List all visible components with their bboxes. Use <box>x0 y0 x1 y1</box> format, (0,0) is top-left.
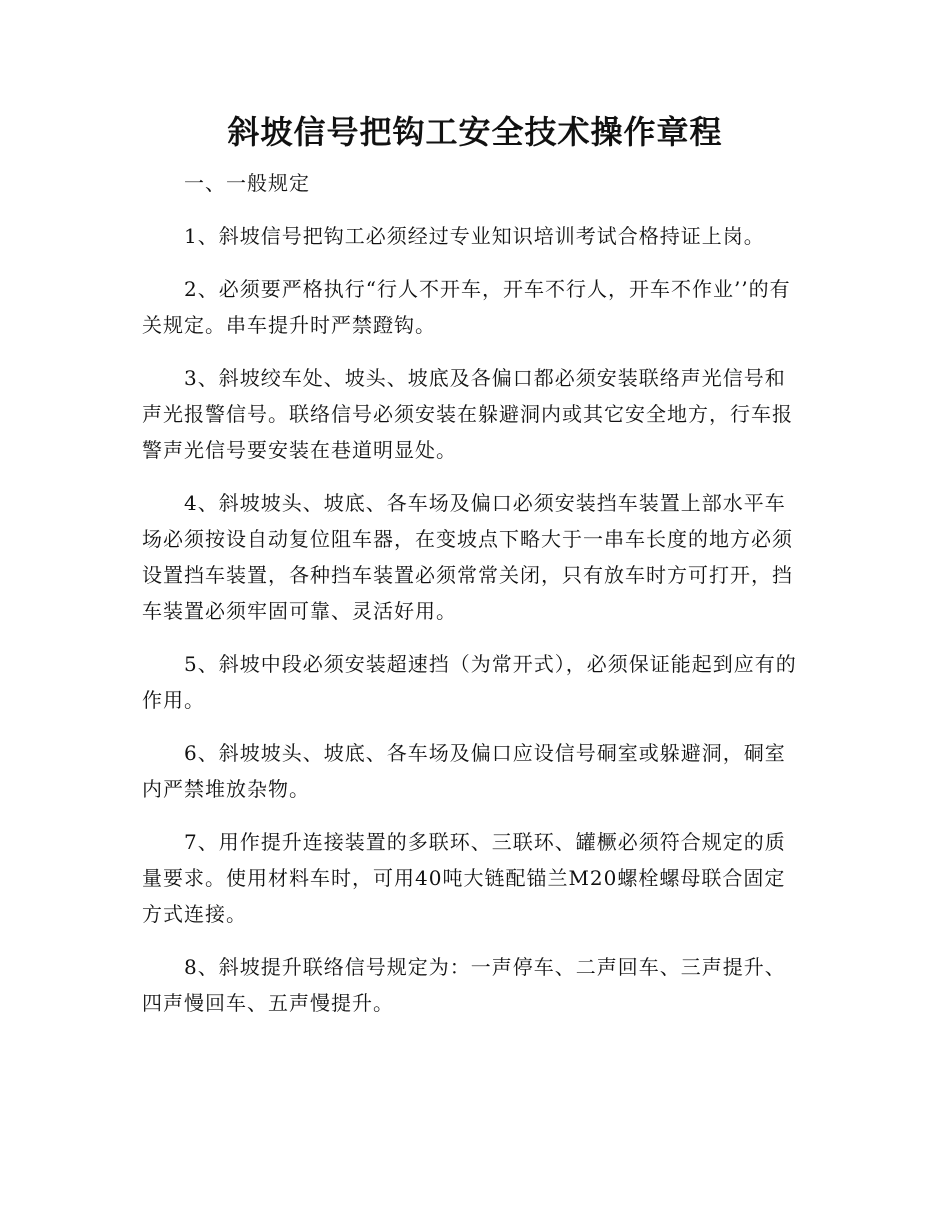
clause-1: 1、斜坡信号把钩工必须经过专业知识培训考试合格持证上岗。 <box>184 224 765 248</box>
clause-8: 8、斜坡提升联络信号规定为：一声停车、二声回车、三声提升、四声慢回车、五声慢提升。 <box>142 955 786 1015</box>
clause-3: 3、斜坡绞车处、坡头、坡底及各偏口都必须安装联络声光信号和声光报警信号。联络信号必须安装在躲避洞内或其它安全地方，行车报警声光信号要安装在巷道明显处。 <box>142 366 793 462</box>
clause-2: 2、必须要严格执行“行人不开车，开车不行人，开车不作业’’的有关规定。串车提升时严禁蹬钩。 <box>142 277 791 337</box>
clause-4: 4、斜坡坡头、坡底、各车场及偏口必须安装挡车装置上部水平车场必须按设自动复位阻车器，在变坡点下略大于一串车长度的地方必须设置挡车装置，各种挡车装置必须常常关闭，只有放车时方可打开，挡车装置必须牢固可靠、灵活好用。 <box>142 491 793 623</box>
section-heading-general: 一、一般规定 <box>184 171 310 195</box>
document-title: 斜坡信号把钩工安全技术操作章程 <box>227 113 723 151</box>
clause-7: 7、用作提升连接装置的多联环、三联环、罐橛必须符合规定的质量要求。使用材料车时，可用40吨大链配锚兰M20螺栓螺母联合固定方式连接。 <box>142 830 786 926</box>
clause-6: 6、斜坡坡头、坡底、各车场及偏口应设信号硐室或躲避洞，硐室内严禁堆放杂物。 <box>142 741 786 801</box>
document-body <box>142 166 806 1038</box>
clause-5: 5、斜坡中段必须安装超速挡（为常开式），必须保证能起到应有的作用。 <box>142 652 797 712</box>
